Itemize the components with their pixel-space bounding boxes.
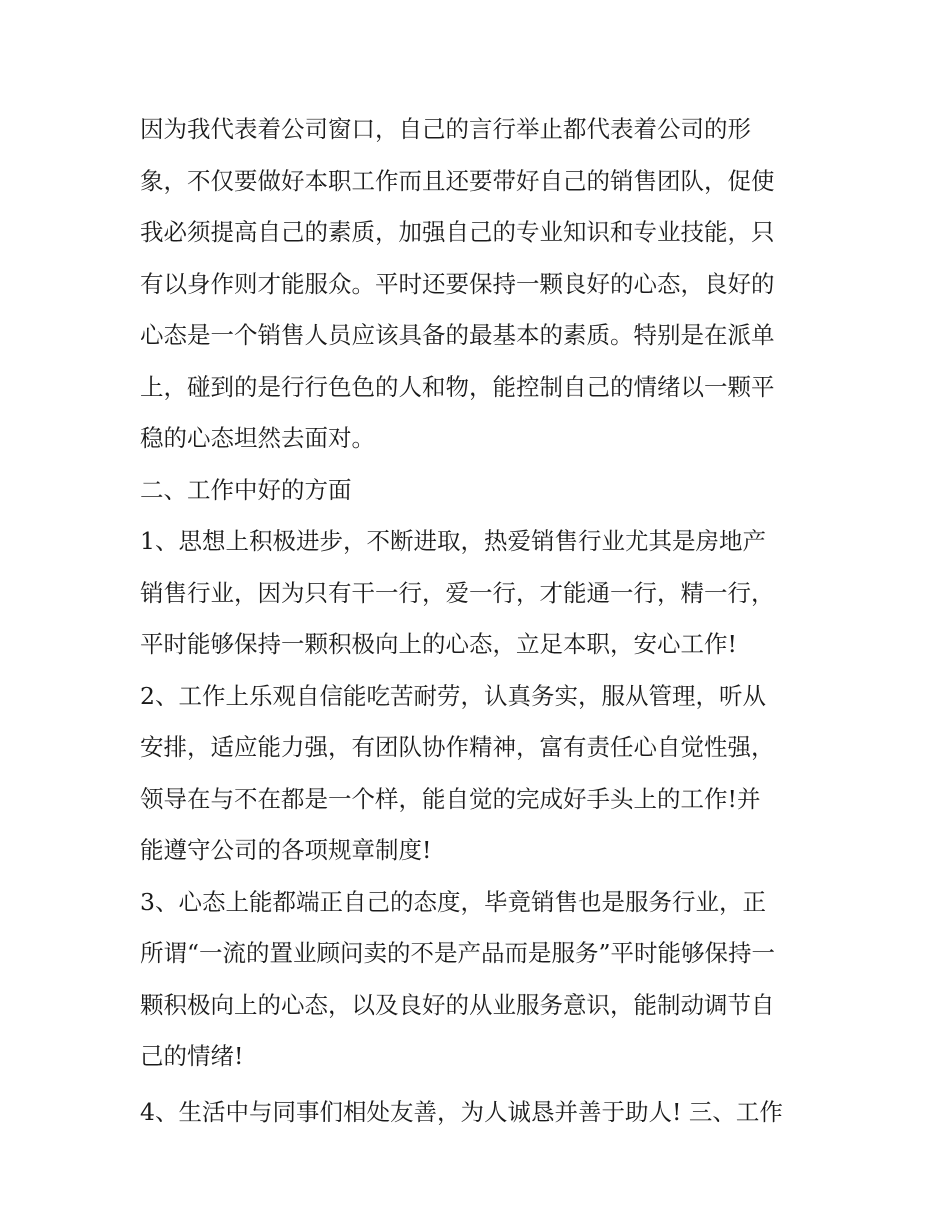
text-line: 能遵守公司的各项规章制度! [140,836,432,864]
text-line: 所谓“一流的置业顾问卖的不是产品而是服务”平时能够保持一 [140,939,776,967]
text-line: 颗积极向上的心态，以及良好的从业服务意识，能制动调节自 [140,990,775,1019]
text-line: 4、生活中与同事们相处友善，为人诚恳并善于助人! 三、工作 [140,1097,783,1126]
text-line: 领导在与不在都是一个样，能自觉的完成好手头上的工作!并 [140,784,761,813]
text-line: 己的情绪! [140,1042,244,1070]
text-line: 因为我代表着公司窗口，自己的言行举止都代表着公司的形 [140,115,751,143]
text-line: 有以身作则才能服众。平时还要保持一颗良好的心态，良好的 [140,269,775,298]
body-text [140,104,820,1138]
text-line: 我必须提高自己的素质，加强自己的专业知识和专业技能，只 [140,218,775,246]
text-line: 3、心态上能都端正自己的态度，毕竟销售也是服务行业，正 [140,887,766,916]
section-heading: 二、工作中好的方面 [140,475,352,504]
text-line: 销售行业，因为只有干一行，爱一行，才能通一行，精一行， [140,578,775,607]
text-line: 平时能够保持一颗积极向上的心态，立足本职，安心工作! [140,630,737,658]
text-line: 象，不仅要做好本职工作而且还要带好自己的销售团队，促使 [140,166,775,195]
text-line: 1、思想上积极进步，不断进取，热爱销售行业尤其是房地产 [140,527,766,555]
text-line: 心态是一个销售人员应该具备的最基本的素质。特别是在派单 [140,321,775,349]
text-line: 稳的心态坦然去面对。 [140,424,375,452]
text-line: 上，碰到的是行行色色的人和物，能控制自己的情绪以一颗平 [140,372,775,401]
text-line: 2、工作上乐观自信能吃苦耐劳，认真务实，服从管理，听从 [140,681,766,710]
text-line: 安排，适应能力强，有团队协作精神，富有责任心自觉性强， [140,733,775,761]
